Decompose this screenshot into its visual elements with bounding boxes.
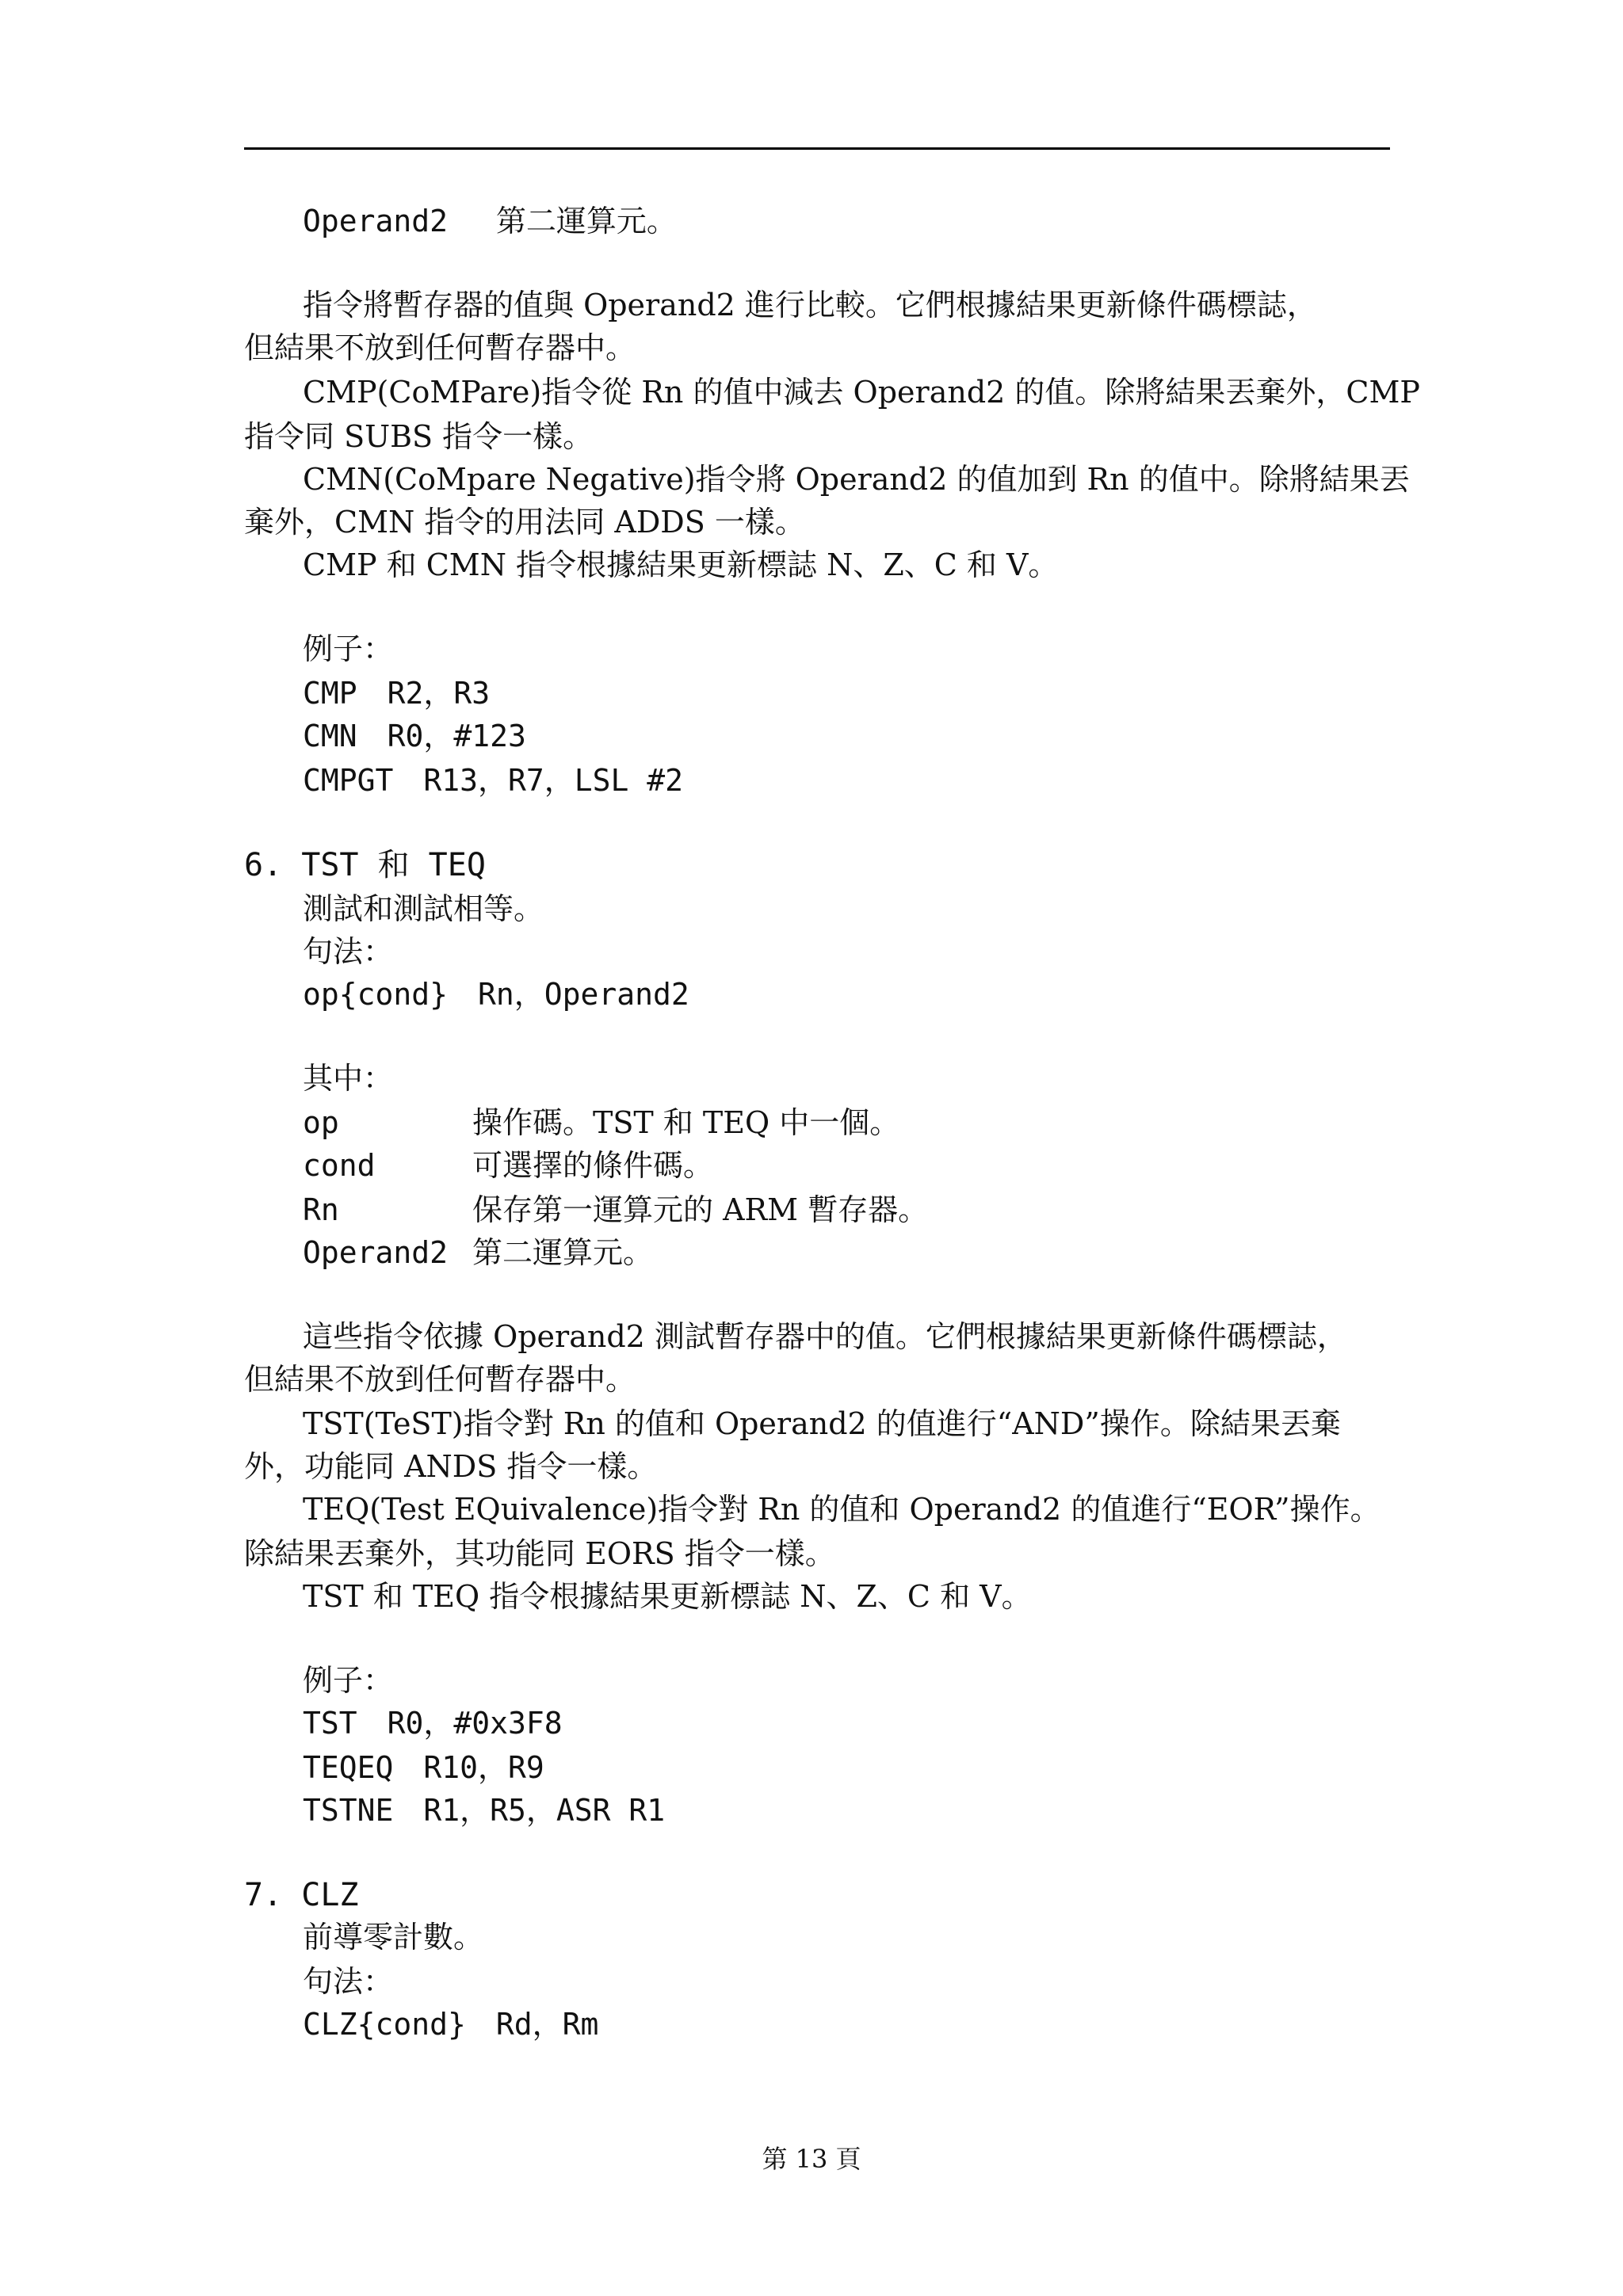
page-number: 第 13 頁 bbox=[762, 2144, 861, 2174]
para1-line5: CMN(CoMpare Negative)指令將 Operand2 的值加到 Rn 的值中。除將結果丟 bbox=[303, 462, 1410, 497]
example1-line2: CMN R0，#123 bbox=[303, 719, 526, 753]
header-rule bbox=[244, 147, 1390, 150]
section7-desc: 前導零計數。 bbox=[303, 1920, 484, 1955]
example1-line1: CMP R2，R3 bbox=[303, 676, 491, 711]
example2-line3: TSTNE R1，R5，ASR R1 bbox=[303, 1793, 666, 1828]
section6-syntax-label: 句法： bbox=[303, 934, 394, 969]
example2-line1: TST R0，#0x3F8 bbox=[303, 1706, 563, 1741]
para1-line2: 但結果不放到任何暫存器中。 bbox=[244, 330, 636, 365]
section7-syntax: CLZ{cond} Rd，Rm bbox=[303, 2007, 599, 2042]
para1-line4: 指令同 SUBS 指令一樣。 bbox=[244, 419, 594, 454]
section6-syntax: op{cond} Rn，Operand2 bbox=[303, 977, 689, 1012]
example1-line3: CMPGT R13，R7，LSL #2 bbox=[303, 763, 684, 798]
para2-line1: 這些指令依據 Operand2 測試暫存器中的值。它們根據結果更新條件碼標誌， bbox=[303, 1319, 1347, 1354]
param-name-cond: cond bbox=[303, 1148, 376, 1183]
example1-title: 例子： bbox=[303, 631, 394, 666]
operand2-line-top: Operand2 第二運算元。 bbox=[303, 204, 677, 238]
param-desc-rn: 保存第一運算元的 ARM 暫存器。 bbox=[472, 1192, 929, 1227]
param-name-rn: Rn bbox=[303, 1192, 339, 1227]
para2-line3: TST(TeST)指令對 Rn 的值和 Operand2 的值進行“AND”操作。除結果丟棄 bbox=[303, 1406, 1341, 1441]
param-desc-cond: 可選擇的條件碼。 bbox=[472, 1148, 714, 1183]
section6-where: 其中： bbox=[303, 1061, 394, 1096]
para2-line6: 除結果丟棄外，其功能同 EORS 指令一樣。 bbox=[244, 1536, 835, 1571]
para1-line7: CMP 和 CMN 指令根據結果更新標誌 N、Z、C 和 V。 bbox=[303, 547, 1059, 582]
section7-syntax-label: 句法： bbox=[303, 1964, 394, 1999]
para2-line2: 但結果不放到任何暫存器中。 bbox=[244, 1362, 636, 1397]
para1-line1: 指令將暫存器的值與 Operand2 進行比較。它們根據結果更新條件碼標誌， bbox=[303, 288, 1317, 322]
section6-desc: 測試和測試相等。 bbox=[303, 891, 544, 926]
param-name-operand2: Operand2 bbox=[303, 1235, 449, 1270]
section7-heading: 7. CLZ bbox=[244, 1877, 359, 1913]
example2-title: 例子： bbox=[303, 1663, 394, 1698]
para2-line5: TEQ(Test EQuivalence)指令對 Rn 的值和 Operand2 的值進行“EOR”操作。 bbox=[303, 1492, 1381, 1527]
example2-line2: TEQEQ R10，R9 bbox=[303, 1750, 544, 1785]
para1-line3: CMP(CoMPare)指令從 Rn 的值中減去 Operand2 的值。除將結果丟棄外，CMP bbox=[303, 375, 1420, 410]
param-name-op: op bbox=[303, 1105, 339, 1140]
para2-line4: 外，功能同 ANDS 指令一樣。 bbox=[244, 1449, 658, 1484]
param-desc-op: 操作碼。TST 和 TEQ 中一個。 bbox=[472, 1105, 900, 1140]
para2-line7: TST 和 TEQ 指令根據結果更新標誌 N、Z、C 和 V。 bbox=[303, 1579, 1032, 1614]
param-desc-operand2: 第二運算元。 bbox=[472, 1235, 654, 1270]
section6-heading: 6. TST 和 TEQ bbox=[244, 847, 486, 883]
para1-line6: 棄外，CMN 指令的用法同 ADDS 一樣。 bbox=[244, 505, 805, 540]
